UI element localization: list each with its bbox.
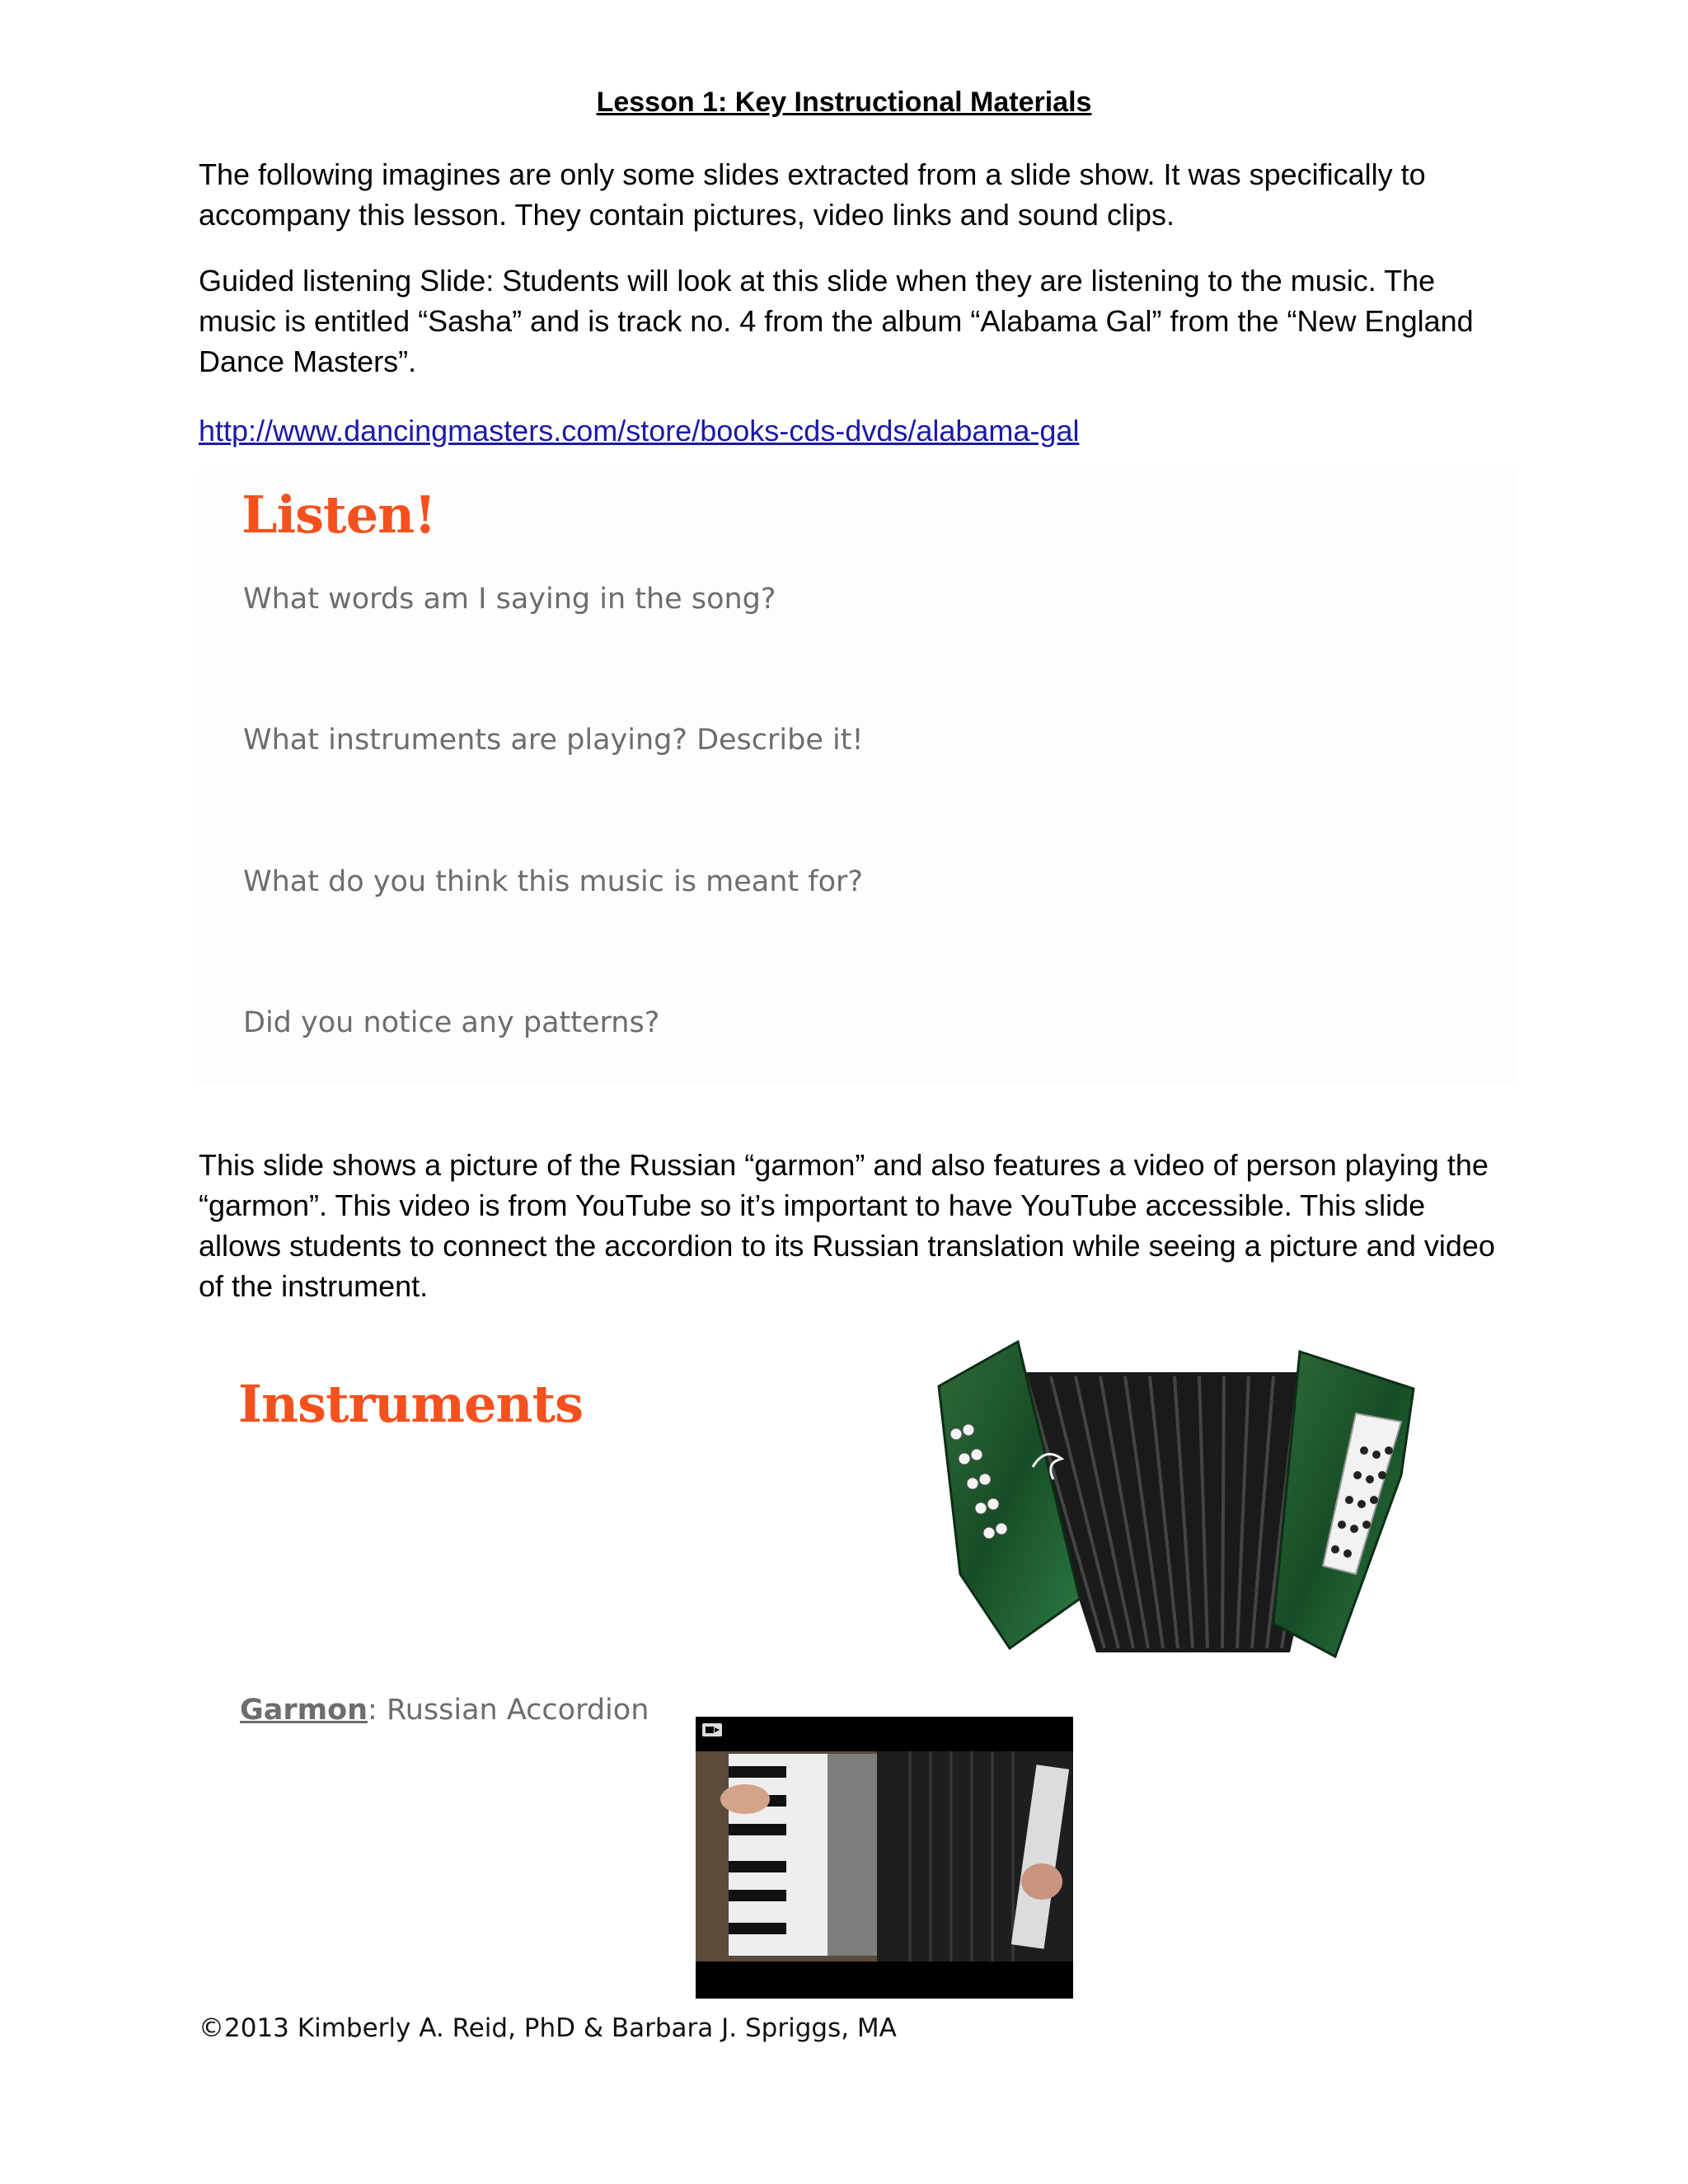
garmon-paragraph: This slide shows a picture of the Russian “garmon” and also features a video of person playing the “garmon”. This video is from YouTube so it’s important to have YouTube accessible. This slide allows students to connect the accordion to its Russian translation while seeing a picture and video of the instrument. (199, 1148, 1495, 1303)
listen-slide-title: Listen! (241, 485, 436, 545)
intro-paragraph: The following imagines are only some slides extracted from a slide show. It was specifically to accompany this lesson. They contain pictures, video links and sound clips. (199, 157, 1426, 232)
question-item: Did you notice any patterns? (243, 1006, 660, 1039)
question-item: What instruments are playing? Describe it! (243, 724, 864, 757)
garmon-description: : Russian Accordion (368, 1694, 649, 1727)
question-item: What words am I saying in the song? (243, 583, 776, 616)
instruments-slide-title: Instruments (238, 1374, 584, 1434)
garmon-video[interactable] (696, 1717, 1073, 1999)
listen-slide (199, 470, 1517, 1084)
garmon-term: Garmon (240, 1694, 368, 1727)
video-camera-icon (702, 1723, 722, 1736)
question-item: What do you think this music is meant for? (243, 865, 863, 898)
document-title: Lesson 1: Key Instructional Materials (596, 87, 1092, 118)
listening-paragraph: Guided listening Slide: Students will look at this slide when they are listening to the music. The music is entitled “Sasha” and is track no. 4 from the album “Alabama Gal” from the “New England Dance Masters”. (199, 264, 1474, 378)
album-link[interactable]: http://www.dancingmasters.com/store/books-cds-dvds/alabama-gal (199, 414, 1080, 448)
copyright-footer: ©2013 Kimberly A. Reid, PhD & Barbara J. Spriggs, MA (199, 2013, 897, 2043)
accordion-image (927, 1327, 1426, 1690)
garmon-caption (240, 1694, 649, 1727)
video-thumbnail (696, 1717, 1073, 1999)
